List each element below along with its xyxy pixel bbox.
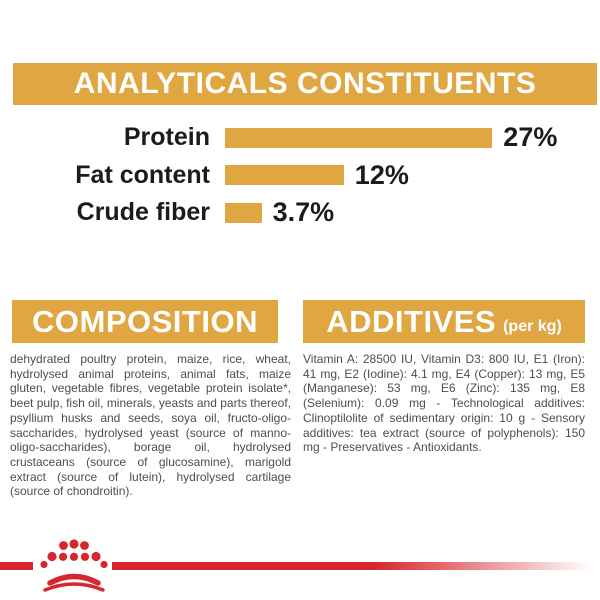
royal-canin-crown-logo — [30, 537, 118, 597]
composition-banner — [12, 300, 278, 343]
chart-bar — [225, 128, 492, 148]
composition-heading: COMPOSITION — [32, 303, 258, 339]
additives-heading: ADDITIVES — [326, 303, 497, 339]
chart-category-label: Protein — [123, 123, 210, 151]
analytical-constituents-banner — [13, 63, 597, 105]
analytical-constituents-bar-chart — [0, 122, 600, 240]
chart-row — [0, 159, 600, 190]
red-rule-right-segment — [112, 562, 592, 570]
red-rule-left-segment — [0, 562, 33, 570]
additives-body-text: Vitamin A: 28500 IU, Vitamin D3: 800 IU, E1 (Iron): 41 mg, E2 (Iodine): 4.1 mg, E4 (Copper): 13 mg, E5 (Manganese): 53 mg, E6 (Zinc): 135 mg, E8 (Selenium): 0.09 mg - Technological additives: Clinoptilolite of sedimentary origin: 10 g - Sensory additives: tea extract (source of polyphenols): 150 mg - Preservatives - Antioxidants. — [303, 352, 585, 455]
chart-value-label: 27% — [503, 122, 558, 152]
additives-unit-label: (per kg) — [503, 317, 562, 335]
crown-dots — [40, 539, 107, 568]
composition-body-text: dehydrated poultry protein, maize, rice, wheat, hydrolysed animal proteins, animal fats, maize gluten, vegetable fibres, vegetable protein isolate*, beet pulp, fish oil, minerals, yeasts and parts thereof, psyllium husks and seeds, soya oil, fructo-oligo-saccharides, hydrolysed yeast (source of manno-oligo-saccharides), borage oil, hydrolysed crustaceans (source of glucosamine), marigold extract (source of lutein), hydrolysed cartilage (source of chondroitin). — [10, 352, 291, 499]
chart-bar — [225, 165, 344, 185]
crown-bands — [45, 577, 103, 591]
chart-row — [0, 197, 600, 227]
analytical-constituents-title: ANALYTICALS CONSTITUENTS — [73, 67, 537, 100]
chart-row — [0, 122, 600, 152]
chart-bar — [225, 203, 262, 223]
chart-value-label: 12% — [354, 159, 409, 190]
chart-value-label: 3.7% — [272, 197, 335, 227]
additives-banner — [303, 300, 585, 343]
chart-category-label: Fat content — [75, 160, 210, 189]
chart-category-label: Crude fiber — [76, 198, 210, 226]
